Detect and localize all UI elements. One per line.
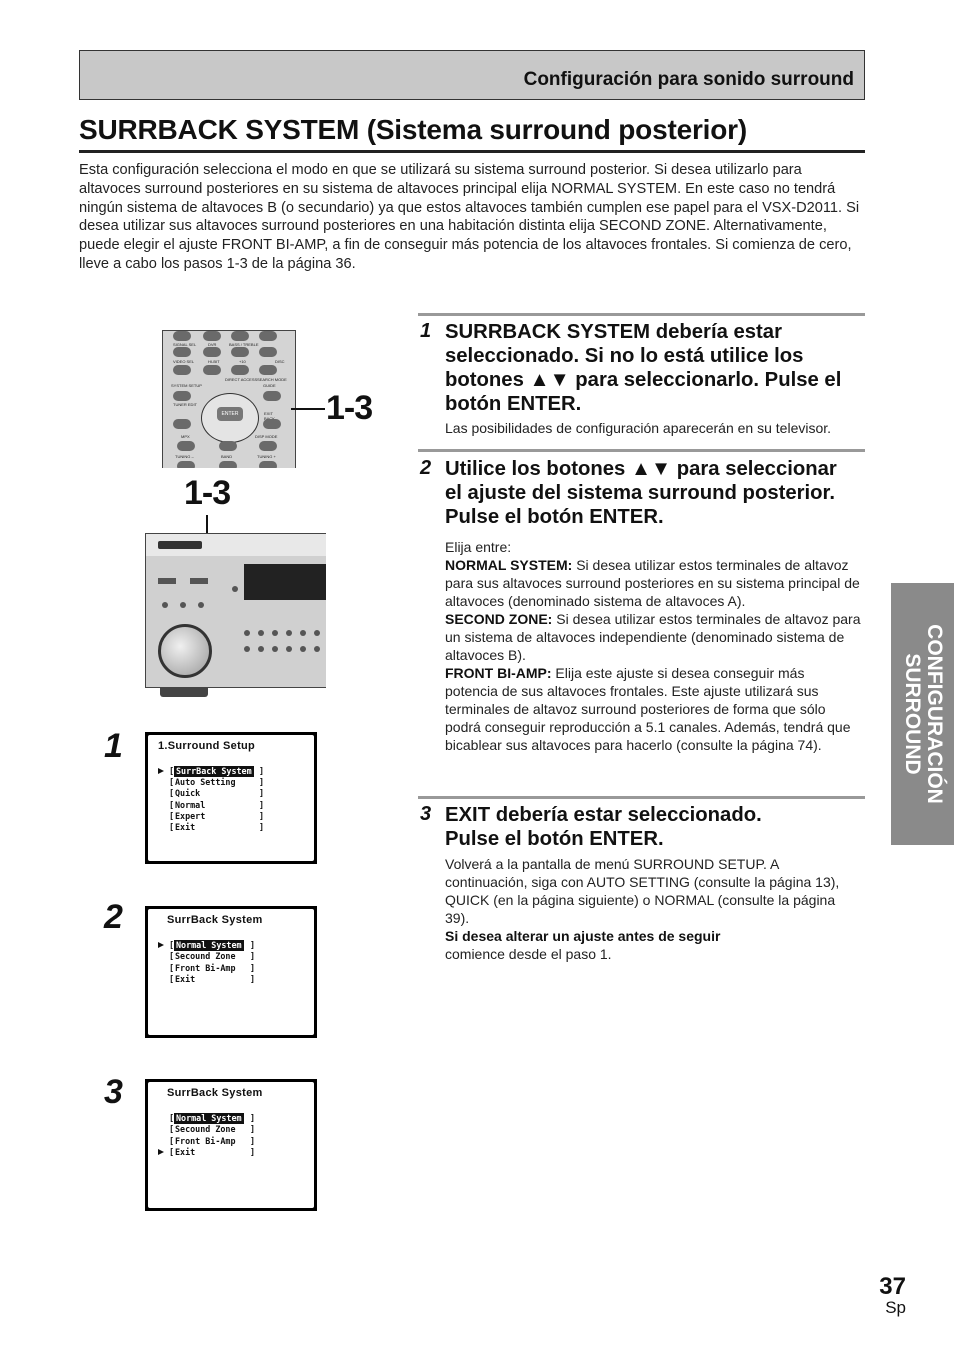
menu-item-label: Front Bi-Amp (175, 1136, 236, 1146)
remote-label: TUNING – (175, 454, 194, 459)
menu-item: [ SurrBack System ] (169, 766, 265, 776)
menu-item: [ Quick ] (169, 788, 265, 798)
receiver-button (300, 646, 306, 652)
menu-item: [ Exit ] (169, 822, 265, 832)
remote-button (219, 441, 237, 451)
receiver-top (146, 534, 326, 556)
receiver-button (244, 646, 250, 652)
receiver-illustration (145, 533, 326, 688)
remote-label: +10 (239, 359, 246, 364)
menu-item: [ Front Bi-Amp ] (169, 1136, 256, 1146)
remote-button (219, 461, 237, 468)
receiver-button (198, 602, 204, 608)
option-desc: Si desea utilizar estos terminales de altavoz para un sistema de altavoces independiente (denominado sistema de altavoces B). (445, 611, 861, 663)
option-second-zone (445, 610, 861, 664)
step-divider (418, 449, 865, 452)
tv-screen-inner (148, 735, 314, 861)
remote-label: DVR (208, 342, 217, 347)
step-heading-line: SURRBACK SYSTEM debería estar (445, 321, 782, 343)
cursor-arrow-icon (158, 942, 164, 948)
menu-item: [ Normal System ] (169, 940, 256, 950)
receiver-button (158, 578, 176, 584)
step-number: 3 (420, 803, 432, 825)
remote-button (259, 347, 277, 357)
menu-item: [ Auto Setting ] (169, 777, 265, 787)
step-heading-line: botón ENTER. (445, 393, 582, 415)
choose-label: Elija entre: (445, 539, 512, 555)
remote-label: HI-BIT (208, 359, 220, 364)
step-body (445, 538, 861, 754)
cursor-arrow-icon (158, 768, 164, 774)
chapter-tab-line-1: CONFIGURACIÓN (922, 624, 946, 804)
callout-receiver: 1-3 (184, 474, 231, 512)
remote-button (173, 391, 191, 401)
remote-label: SIGNAL SEL (173, 342, 197, 347)
step-heading-line: el ajuste del sistema surround posterior. (445, 482, 835, 504)
menu-item: [ Secound Zone ] (169, 1124, 256, 1134)
menu-item: [ Exit ] (169, 1147, 256, 1157)
step-divider (418, 796, 865, 799)
section-label: Configuración para sonido surround (523, 69, 854, 90)
menu-item-label: Normal System (176, 940, 242, 950)
remote-control-illustration (162, 330, 296, 468)
title-rule (79, 150, 865, 153)
remote-label: DIRECT ACCESS (225, 377, 258, 382)
step-heading-line: seleccionado. Si no lo está utilice los (445, 345, 804, 367)
receiver-button (190, 578, 208, 584)
screen-title: 1.Surround Setup (158, 740, 256, 752)
menu-item: [ Expert ] (169, 811, 265, 821)
remote-button (203, 365, 221, 375)
remote-label: TUNER EDIT (173, 402, 197, 407)
remote-button (173, 331, 191, 341)
brand-logo (158, 541, 202, 549)
enter-button: ENTER (217, 407, 243, 421)
option-desc: Si desea utilizar estos terminales de altavoz para sus altavoces surround posteriores en su sistema principal de altavoces (denominado sistema de altavoces A). (445, 557, 860, 609)
remote-button (203, 331, 221, 341)
remote-label: MPX (181, 434, 190, 439)
remote-button (203, 347, 221, 357)
note-bold: Si desea alterar un ajuste antes de seguir (445, 928, 721, 944)
tv-screen (145, 906, 317, 1038)
step-3-note-text: comience desde el paso 1. (445, 946, 612, 962)
remote-button (263, 391, 281, 401)
menu-item-label: Exit (175, 822, 196, 832)
menu-item: [ Secound Zone ] (169, 951, 256, 961)
callout-line (291, 408, 325, 410)
step-divider (418, 313, 865, 316)
menu-item-label: Exit (175, 1147, 196, 1157)
receiver-button (314, 646, 320, 652)
remote-label: TUNING + (257, 454, 276, 459)
remote-button (231, 331, 249, 341)
receiver-button (162, 602, 168, 608)
step-number: 2 (420, 457, 432, 479)
tv-screen-inner (148, 1082, 314, 1208)
receiver-button (286, 630, 292, 636)
callout-remote: 1-3 (326, 389, 373, 427)
remote-button (263, 419, 281, 429)
remote-label: GUIDE (263, 383, 276, 388)
volume-knob (158, 624, 212, 678)
screen-step-number: 2 (104, 898, 123, 936)
remote-button (177, 461, 195, 468)
remote-label: SEARCH MODE (257, 377, 287, 382)
option-normal-system (445, 556, 861, 610)
intro-paragraph: Esta configuración selecciona el modo en que se utilizará su sistema surround posterior. Si desea utilizarlo para altavoces surround posteriores en su sistema de altavoces principal elija NORMAL SYSTEM. En este caso no tendrá ningún sistema de altavoces B (o secundario) ya que estos altavoces también cumplen ese papel para el VSX-D2011. Si desea utilizar sus altavoces surround posteriores en una habitación distinta elija SECOND ZONE. Alternativamente, puede elegir el ajuste FRONT BI-AMP, a fin de conseguir más potencia de los altavoces frontales. Si comienza de cero, lleve a cabo los pasos 1-3 de la página 36. (79, 162, 860, 272)
receiver-button (286, 646, 292, 652)
menu-item-label: Auto Setting (175, 777, 236, 787)
menu-item-label: Exit (175, 974, 196, 984)
remote-label: BASS / TREBLE (229, 342, 259, 347)
screen-title: SurrBack System (167, 914, 263, 926)
option-term: FRONT BI-AMP: (445, 665, 552, 681)
menu-item-label: SurrBack System (176, 766, 252, 776)
receiver-button (244, 630, 250, 636)
screen-step-number: 1 (104, 727, 123, 765)
step-heading-line: Pulse el botón ENTER. (445, 506, 664, 528)
step-heading (445, 320, 865, 416)
chapter-tab-line-2: SURROUND (900, 653, 924, 775)
step-body: Las posibilidades de configuración aparecerán en su televisor. (445, 420, 832, 436)
remote-button (173, 365, 191, 375)
receiver-foot (160, 688, 208, 697)
remote-label: DISC (275, 359, 285, 364)
step-heading-line: EXIT debería estar seleccionado. (445, 804, 762, 826)
remote-button (231, 347, 249, 357)
menu-item: [ Normal ] (169, 800, 265, 810)
receiver-button (300, 630, 306, 636)
tv-screen-inner (148, 909, 314, 1035)
receiver-button (314, 630, 320, 636)
step-heading (445, 457, 865, 529)
front-display (244, 564, 326, 600)
remote-button (259, 461, 277, 468)
menu-item-label: Quick (175, 788, 201, 798)
step-number: 1 (420, 320, 432, 342)
cursor-arrow-icon (158, 1149, 164, 1155)
tv-screen (145, 1079, 317, 1211)
menu-item: [ Normal System ] (169, 1113, 256, 1123)
remote-button (259, 365, 277, 375)
option-front-bi-amp (445, 664, 861, 754)
option-term: SECOND ZONE: (445, 611, 553, 627)
remote-button (173, 419, 191, 429)
tv-screen (145, 732, 317, 864)
menu-item: [ Exit ] (169, 974, 256, 984)
menu-item-label: Secound Zone (175, 951, 236, 961)
screen-title: SurrBack System (167, 1087, 263, 1099)
step-heading (445, 803, 865, 851)
menu-item-label: Normal (175, 800, 206, 810)
option-desc: Elija este ajuste si desea conseguir más potencia de sus altavoces frontales. Este ajuste utilizará sus terminales de altavoz surround posteriores de forma que sólo podrá conseguir reproducción a 5.1 canales. Además, tendrá que bicablear sus altavoces para hacerlo (consulte la página 74). (445, 665, 851, 753)
menu-item-label: Expert (175, 811, 206, 821)
remote-button (231, 365, 249, 375)
step-3-text: Volverá a la pantalla de menú SURROUND SETUP. A continuación, siga con AUTO SETTING (consulte la página 13), QUICK (en la página siguiente) o NORMAL (consulte la página 39). (445, 856, 840, 926)
remote-label: BAND (221, 454, 233, 459)
option-term: NORMAL SYSTEM: (445, 557, 573, 573)
remote-label: DISP MODE (255, 434, 278, 439)
page-language: Sp (885, 1298, 906, 1317)
menu-item-label: Front Bi-Amp (175, 963, 236, 973)
receiver-button (272, 630, 278, 636)
receiver-button (232, 586, 238, 592)
menu-item-label: Secound Zone (175, 1124, 236, 1134)
page-number: 37 (879, 1273, 906, 1300)
step-body (445, 855, 861, 963)
step-heading-line: botones ▲▼ para seleccionarlo. Pulse el (445, 369, 842, 391)
remote-label: SYSTEM SETUP (171, 383, 202, 388)
step-3-note (445, 927, 861, 945)
remote-button (177, 441, 195, 451)
receiver-button (258, 646, 264, 652)
remote-label: EXIT (264, 411, 273, 416)
remote-button (259, 331, 277, 341)
chapter-tab-text (901, 624, 945, 804)
receiver-button (258, 630, 264, 636)
menu-item-label: Normal System (176, 1113, 242, 1123)
section-banner (79, 50, 865, 100)
remote-button (173, 347, 191, 357)
remote-label: VIDEO SEL (173, 359, 195, 364)
screen-step-number: 3 (104, 1073, 123, 1111)
step-heading-line: Pulse el botón ENTER. (445, 828, 664, 850)
remote-button (259, 441, 277, 451)
receiver-button (272, 646, 278, 652)
menu-item: [ Front Bi-Amp ] (169, 963, 256, 973)
page-title: SURRBACK SYSTEM (Sistema surround posterior) (79, 114, 747, 145)
receiver-button (180, 602, 186, 608)
step-heading-line: Utilice los botones ▲▼ para seleccionar (445, 458, 837, 480)
chapter-tab (891, 583, 954, 845)
